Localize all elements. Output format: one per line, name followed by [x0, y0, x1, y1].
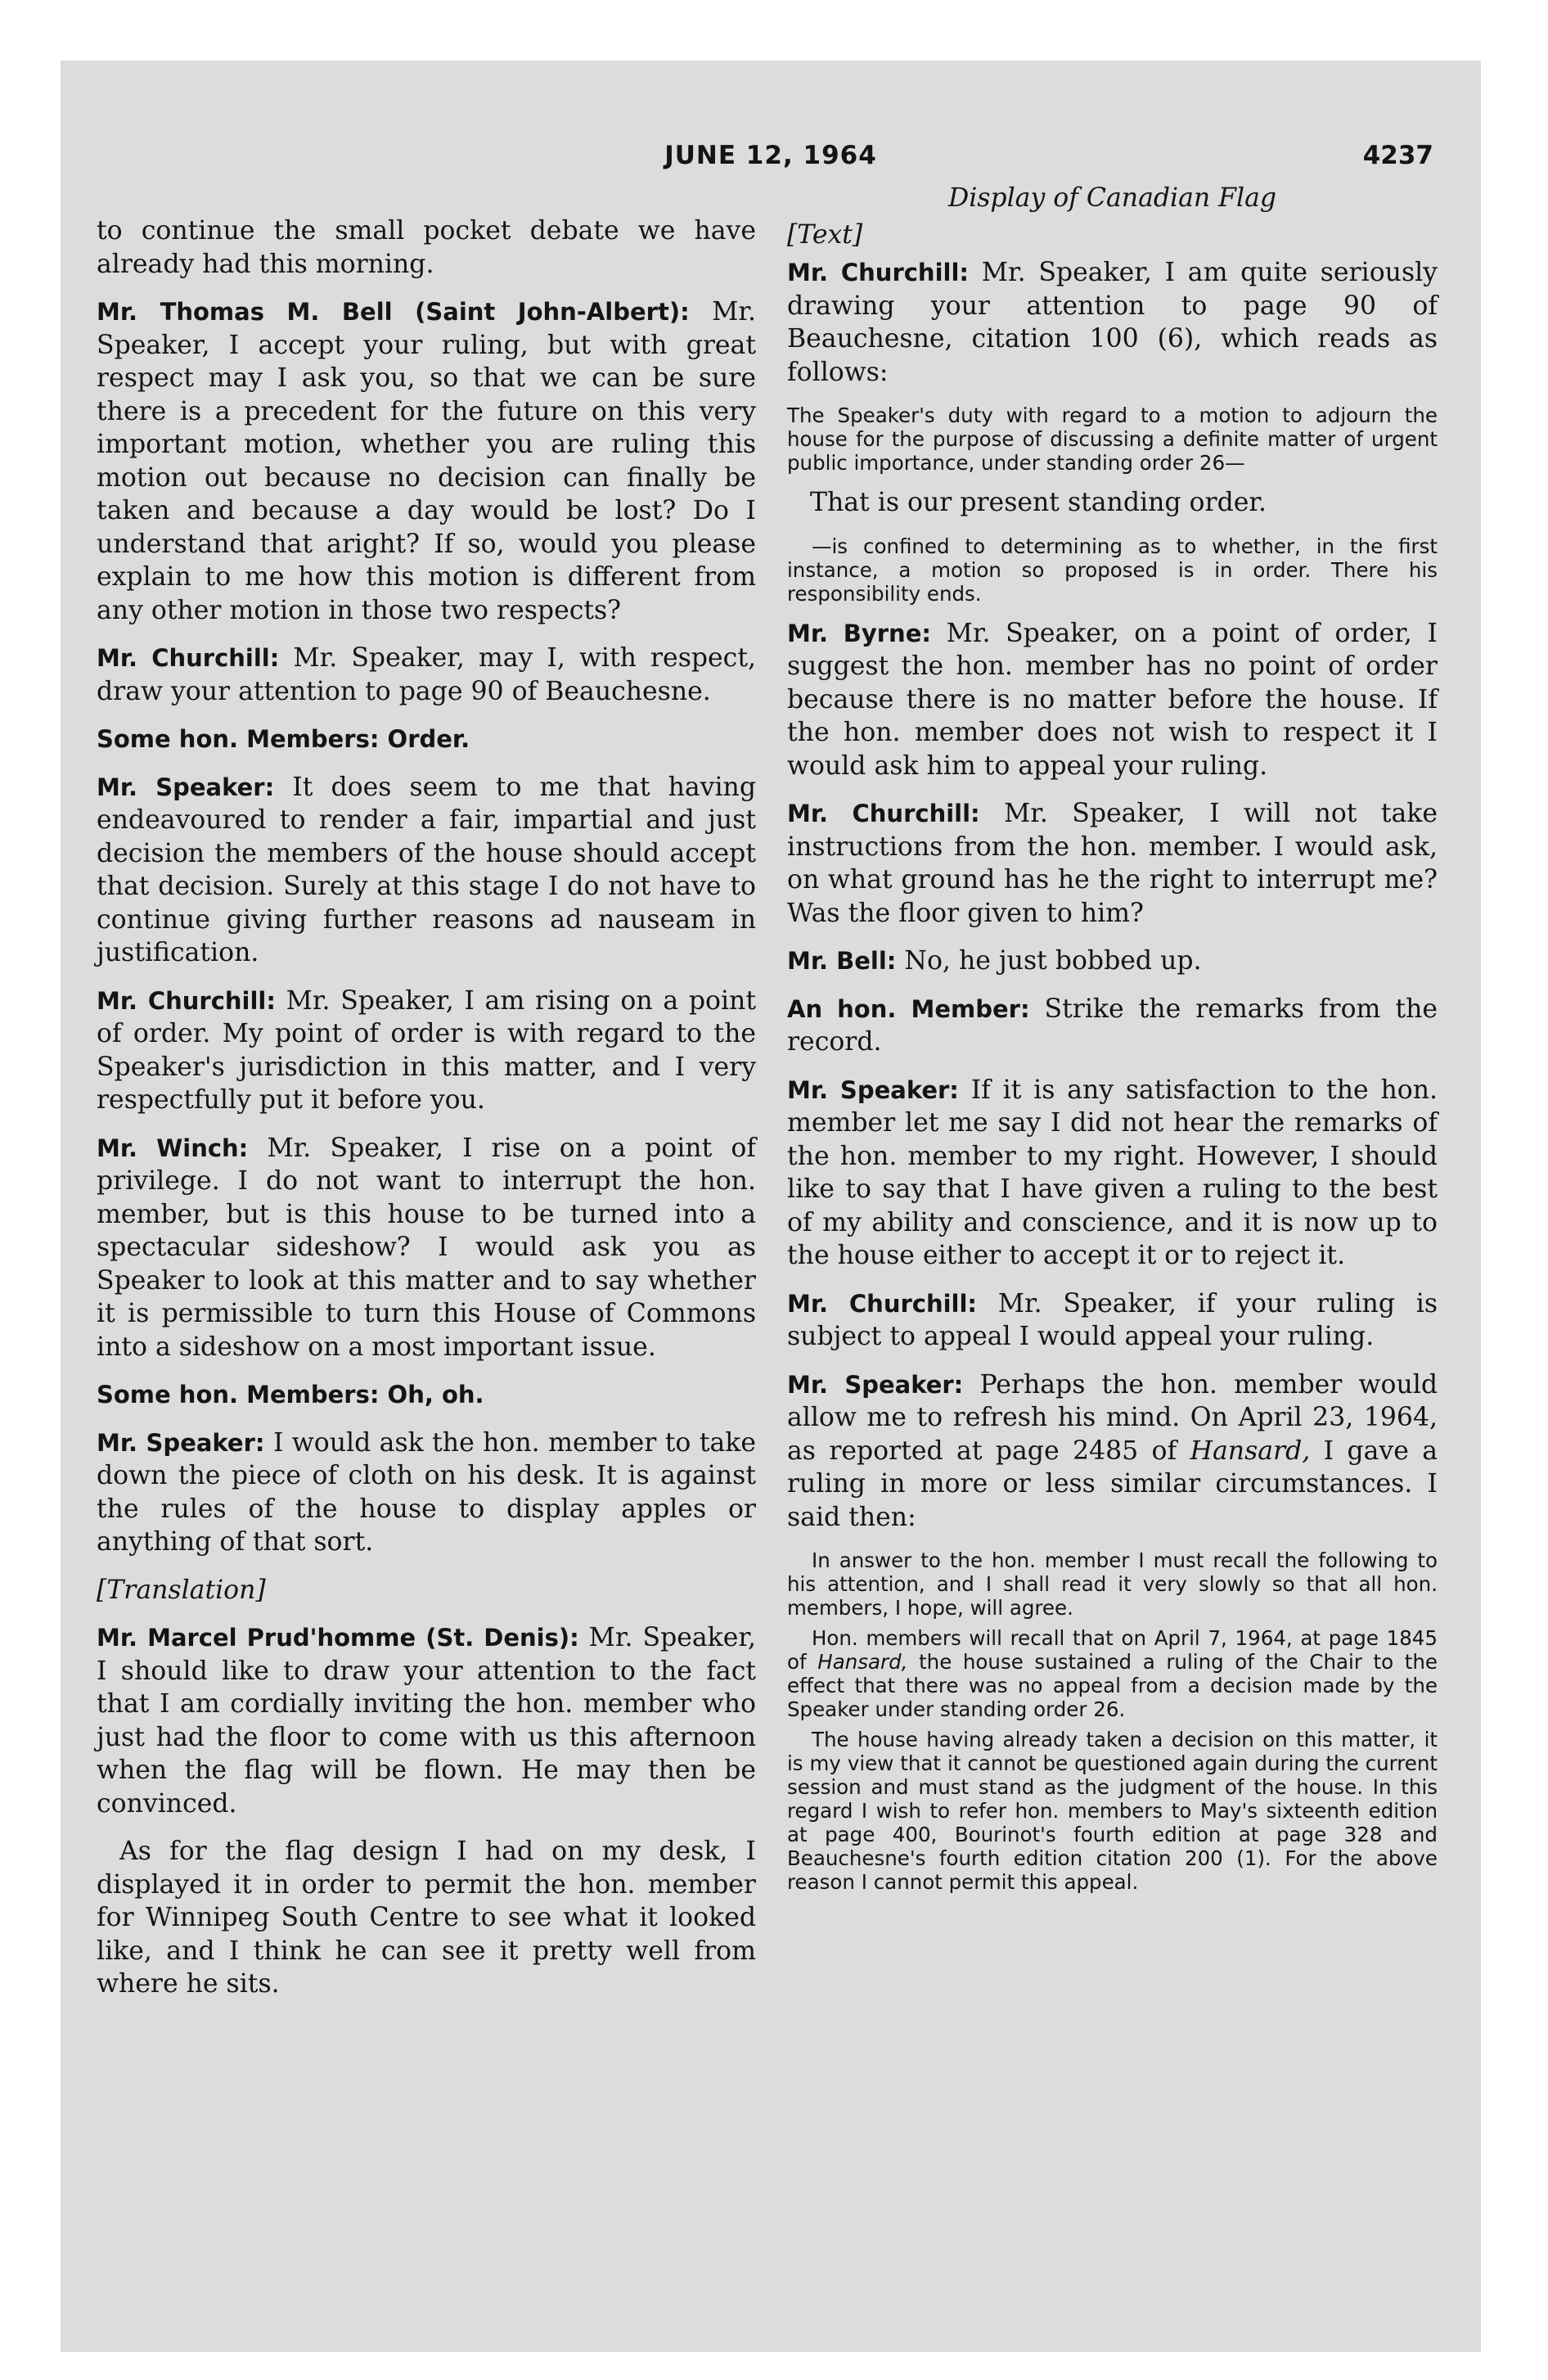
paragraph — [97, 1378, 756, 1412]
speaker-name: Mr. Marcel Prud'homme (St. Denis): — [97, 1624, 579, 1652]
right-column — [787, 182, 1438, 1905]
speech-text: Strike the remarks from the record. — [787, 994, 1438, 1057]
speaker-name: Mr. Churchill: — [787, 259, 969, 286]
speech-text: If it is any satisfaction to the hon. member let me say I did not hear the remarks of the hon. member to my right. However, I should like to say that I have given a ruling to the best of my ability and conscience, and it is now up to the house either to accept it or to reject it. — [787, 1075, 1438, 1270]
quotation: The house having already taken a decision on this matter, it is my view that it cannot be questioned again during the current session and must stand as the judgment of the house. In this regard I wish to refer hon. members to May's sixteenth edition at page 400, Bourinot's fourth edition at page 328 and Beauchesne's fourth edition citation 200 (1). For the above reason I cannot permit this appeal. — [787, 1728, 1438, 1894]
quotation: The Speaker's duty with regard to a motion to adjourn the house for the purpose of discussing a definite matter of urgent public importance, under standing order 26— — [787, 403, 1438, 475]
quote-text: the house sustained a ruling of the Chair to the effect that there was no appeal from a decision made by the Speaker under standing order 26. — [787, 1650, 1438, 1721]
speaker-name: Mr. Churchill: — [787, 800, 980, 827]
page-number: 4237 — [1362, 141, 1433, 170]
paragraph — [97, 771, 756, 970]
paragraph — [787, 617, 1438, 783]
speech-text: No, he just bobbed up. — [904, 946, 1202, 976]
speech-text: Mr. Speaker, on a point of order, I suggest the hon. member has no point of order because there is no matter before the house. If the hon. member does not wish to respect it I would ask him to appeal your ruling. — [787, 618, 1438, 781]
speaker-name: Mr. Churchill: — [787, 1289, 978, 1318]
paragraph — [97, 985, 756, 1117]
paragraph — [787, 1074, 1438, 1273]
speech-text: I gave a ruling in more or less similar circumstances. I said then: — [787, 1436, 1438, 1532]
paragraph — [97, 642, 756, 708]
quotation: —is confined to determining as to whether, in the first instance, a motion so proposed is in order. There his responsibility ends. — [787, 534, 1438, 606]
speech-text: Mr. Speaker, I am quite seriously drawing your attention to page 90 of Beauchesne, citation 100 (6), which reads as follows: — [787, 258, 1438, 387]
speaker-name: Mr. Speaker: — [97, 1428, 265, 1457]
speaker-name: Some hon. Members: Oh, oh. — [97, 1381, 484, 1409]
paragraph — [97, 723, 756, 756]
speaker-name: Mr. Speaker: — [787, 1075, 959, 1104]
speech-text: Perhaps the hon. member would allow me to refresh his mind. On April 23, 1964, as reported at page 2485 of — [787, 1369, 1438, 1466]
paragraph: As for the flag design I had on my desk, I displayed it in order to permit the hon. member for Winnipeg South Centre to see what it looked like, and I think he can see it pretty well from where he sits. — [97, 1837, 756, 1999]
left-column — [97, 214, 756, 2016]
speech-text: Mr. Speaker, I rise on a point of privilege. I do not want to interrupt the hon. member, but is this house to be turned into a spectacular sideshow? I would ask you as Speaker to look at this matter and to say whether it is permissible to turn this House of Commons into a sideshow on a most important issue. — [97, 1133, 756, 1362]
speaker-name: Mr. Byrne: — [787, 619, 931, 647]
speech-text: Mr. Speaker, I am rising on a point of order. My point of order is with regard to the Speaker's jurisdiction in this matter, and I very respectfully put it before you. — [97, 985, 756, 1115]
speech-text: Mr. Speaker, I accept your ruling, but with great respect may I ask you, so that we can be sure there is a precedent for the future on this very important motion, whether you are ruling this motion out because no decision can finally be taken and because a day would be lost? Do I understand that aright? If so, would you please explain to me how this motion is different from any other motion in those two respects? — [97, 297, 756, 625]
hansard-title: Hansard, — [817, 1650, 908, 1674]
paragraph — [787, 256, 1438, 389]
speaker-name: Mr. Speaker: — [97, 773, 275, 801]
paragraph — [787, 944, 1438, 978]
text-label: [Text] — [787, 219, 863, 250]
paragraph — [97, 1621, 756, 1820]
quotation: In answer to the hon. member I must recall the following to his attention, and I shall read it very slowly so that all hon. members, I hope, will agree. — [787, 1548, 1438, 1620]
translation-label: [Translation] — [97, 1575, 266, 1605]
speaker-name: Mr. Speaker: — [787, 1370, 964, 1399]
paragraph — [787, 797, 1438, 930]
paragraph: That is our present standing order. — [810, 488, 1267, 517]
speech-text: Mr. Speaker, may I, with respect, draw your attention to page 90 of Beauchesne. — [97, 643, 756, 706]
quotation — [787, 1626, 1438, 1721]
speech-text: I would ask the hon. member to take down the piece of cloth on his desk. It is against the rules of the house to display apples or anything of that sort. — [97, 1427, 756, 1557]
page-date: JUNE 12, 1964 — [664, 141, 877, 170]
speaker-name: Mr. Thomas M. Bell (Saint John-Albert): — [97, 298, 690, 326]
speech-text: It does seem to me that having endeavoured to render a fair, impartial and just decision the members of the house should accept that decision. Surely at this stage I do not have to continue giving further reasons ad nauseam in justification. — [97, 772, 757, 967]
paragraph: to continue the small pocket debate we have already had this morning. — [97, 216, 756, 279]
paragraph — [97, 1132, 756, 1364]
speech-text: Mr. Speaker, I will not take instructions from the hon. member. I would ask, on what ground has he the right to interrupt me? Was the floor given to him? — [787, 799, 1438, 928]
speech-text: Mr. Speaker, if your ruling is subject to appeal I would appeal your ruling. — [787, 1288, 1438, 1351]
hansard-title: Hansard, — [1190, 1436, 1311, 1466]
speaker-name: Mr. Churchill: — [97, 986, 276, 1015]
speaker-name: Mr. Churchill: — [97, 644, 280, 672]
speaker-name: An hon. Member: — [787, 994, 1030, 1023]
scanned-page — [61, 61, 1481, 2352]
page-header — [61, 141, 1481, 182]
quote-text: Hon. members will recall that on April 7, 1964, at page 1845 of — [787, 1626, 1438, 1674]
paragraph — [787, 1287, 1438, 1354]
speech-text: Mr. Speaker, I should like to draw your attention to the fact that I am cordially inviting the hon. member who just had the floor to come with us this afternoon when the flag will be flown. He may then be convinced. — [97, 1623, 756, 1819]
paragraph — [787, 1368, 1438, 1535]
paragraph — [97, 1427, 756, 1559]
speaker-name: Mr. Bell: — [787, 947, 897, 975]
running-title: Display of Canadian Flag — [947, 183, 1277, 213]
paragraph — [787, 993, 1438, 1059]
paragraph — [97, 295, 756, 627]
speaker-name: Some hon. Members: Order. — [97, 725, 470, 753]
speaker-name: Mr. Winch: — [97, 1134, 249, 1162]
